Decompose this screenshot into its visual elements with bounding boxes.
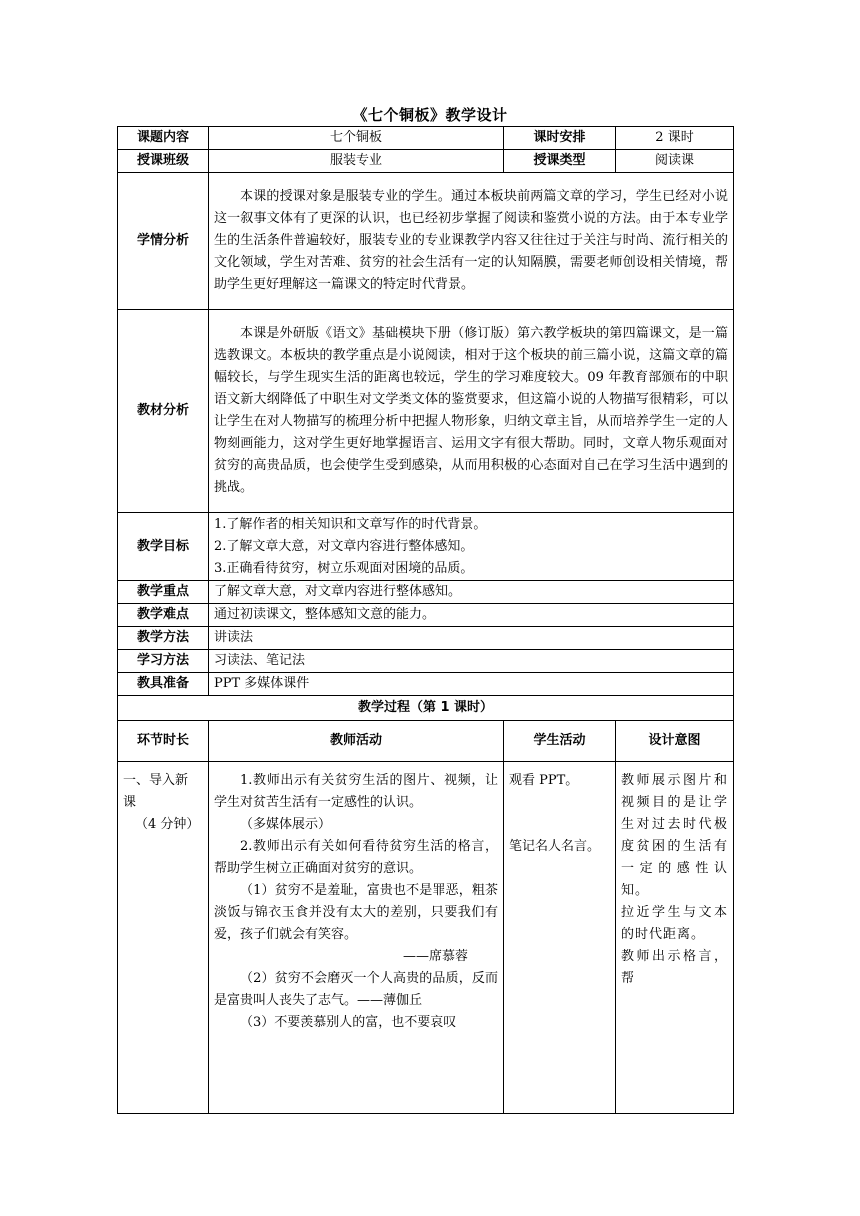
- teacher-note: （多媒体展示）: [240, 817, 332, 832]
- student-activity: 笔记名人名言。: [509, 839, 601, 854]
- teaching-method-text: 讲读法: [209, 627, 734, 650]
- objective-item: 3.正确看待贫穷，树立乐观面对困境的品质。: [214, 560, 474, 576]
- intent-text: 教师出示格言，帮: [621, 949, 728, 986]
- header-student: 学生活动: [504, 721, 616, 762]
- quote: （2）贫穷不会磨灭一个人高贵的品质，反而是富贵叫人丧失了志气。——薄伽丘: [214, 971, 498, 1008]
- learning-method-text: 习读法、笔记法: [209, 650, 734, 673]
- student-analysis-text: 本课的授课对象是服装专业的学生。通过本板块前两篇文章的学习，学生已经对小说这一叙事文体有了更深的认识，也已经初步掌握了阅读和鉴赏小说的方法。由于本专业学生的生活条件普遍较好，服装专业的专业课教学内容又往往过于关注与时尚、流行相关的文化领域，学生对苦难、贫穷的社会生活有一定的认知隔膜，需要老师创设相关情境，帮助学生更好理解这一篇课文的特定时代背景。: [209, 173, 734, 310]
- hours-value: 2 课时: [616, 127, 734, 150]
- label-learning-method: 学习方法: [118, 650, 209, 673]
- label-key-point: 教学重点: [118, 581, 209, 604]
- tools-text: PPT 多媒体课件: [209, 673, 734, 696]
- label-teaching-method: 教学方法: [118, 627, 209, 650]
- label-course: 课题内容: [118, 127, 209, 150]
- course-value: 七个铜板: [209, 127, 504, 150]
- label-student-analysis: 学情分析: [118, 173, 209, 310]
- objective-item: 1.了解作者的相关知识和文章写作的时代背景。: [214, 516, 487, 532]
- label-objectives: 教学目标: [118, 513, 209, 581]
- quote: （3）不要羡慕别人的富，也不要哀叹: [240, 1015, 457, 1030]
- stage-line: 课: [123, 795, 137, 810]
- student-activity: 观看 PPT。: [509, 773, 579, 788]
- teacher-step: 1.教师出示有关贫穷生活的图片、视频，让学生对贫苦生活有一定感性的认识。: [214, 773, 498, 810]
- label-type: 授课类型: [504, 150, 616, 173]
- document-title: 《七个铜板》教学设计: [352, 106, 508, 124]
- stage-cell: [118, 762, 209, 1114]
- intent-text: 拉近学生与文本的时代距离。: [621, 905, 728, 942]
- quote: （1）贫穷不是羞耻，富贵也不是罪恶，粗茶淡饭与锦衣玉食并没有太大的差别，只要我们有爱，孩子们就会有笑容。: [214, 883, 498, 942]
- label-class: 授课班级: [118, 150, 209, 173]
- material-analysis-text: 本课是外研版《语文》基础模块下册（修订版）第六教学板块的第四篇课文，是一篇选教课文。本板块的教学重点是小说阅读，相对于这个板块的前三篇小说，这篇文章的篇幅较长，与学生现实生活的距离也较远，学生的学习难度较大。09 年教育部颁布的中职语文新大纲降低了中职生对文学类文体的鉴赏要求，但这篇小说的人物描写很精彩，可以让学生在对人物描写的梳理分析中把握人物形象，归纳文章主旨，从而培养学生一定的人物刻画能力，这对学生更好地掌握语言、运用文字有很大帮助。同时，文章人物乐观面对贫穷的高贵品质，也会使学生受到感染，从而用积极的心态面对自己在学习生活中遇到的挑战。: [209, 310, 734, 513]
- teacher-activity-cell: [209, 762, 504, 1114]
- objectives-list: [209, 513, 734, 581]
- objective-item: 2.了解文章大意，对文章内容进行整体感知。: [214, 538, 474, 554]
- label-material-analysis: 教材分析: [118, 310, 209, 513]
- process-title: 教学过程（第 1 课时）: [118, 696, 734, 721]
- difficulty-text: 通过初读课文，整体感知文意的能力。: [209, 604, 734, 627]
- header-teacher: 教师活动: [209, 721, 504, 762]
- key-point-text: 了解文章大意，对文章内容进行整体感知。: [209, 581, 734, 604]
- header-intent: 设计意图: [616, 721, 734, 762]
- label-difficulty: 教学难点: [118, 604, 209, 627]
- stage-line: 一、导入新: [123, 773, 189, 788]
- quote-author: ——席慕蓉: [402, 949, 468, 964]
- class-value: 服装专业: [209, 150, 504, 173]
- label-tools: 教具准备: [118, 673, 209, 696]
- type-value: 阅读课: [616, 150, 734, 173]
- header-stage: 环节时长: [118, 721, 209, 762]
- label-hours: 课时安排: [504, 127, 616, 150]
- student-activity-cell: [504, 762, 616, 1114]
- intent-cell: [616, 762, 734, 1114]
- intent-text: 教师展示图片和视频目的是让学生对过去时代极度贫困的生活有一定的感性认知。: [621, 773, 728, 898]
- stage-duration: （4 分钟）: [135, 817, 200, 832]
- teacher-step: 2.教师出示有关如何看待贫穷生活的格言，帮助学生树立正确面对贫穷的意识。: [214, 839, 498, 876]
- lesson-plan-table: [117, 126, 734, 1114]
